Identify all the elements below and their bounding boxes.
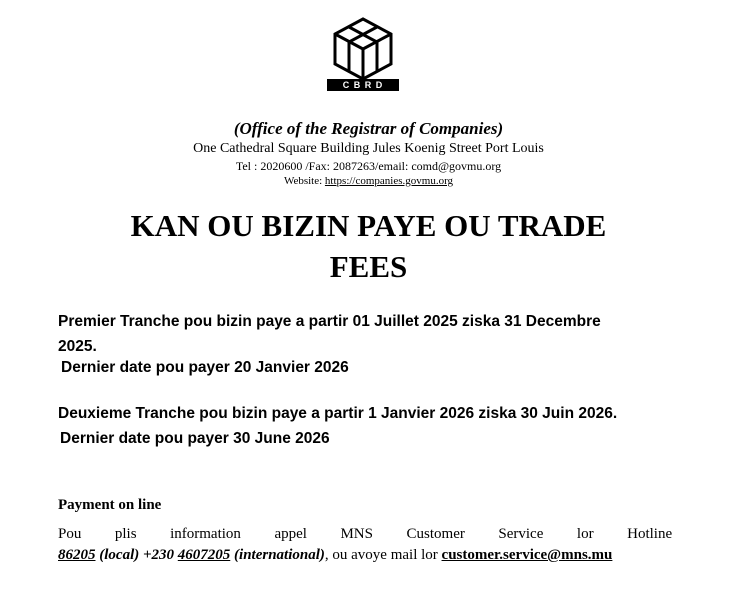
notice-title-line2: FEES — [329, 249, 408, 284]
website-link[interactable]: https://companies.govmu.org — [324, 175, 454, 187]
second-tranche: Deuxieme Tranche pou bizin paye a partir 1 Janvier 2026 ziska 30 Juin 2026. — [58, 405, 618, 422]
local-label: (local) +230 — [95, 547, 178, 563]
office-address: One Cathedral Square Building Jules Koenig Street Port Louis — [193, 141, 544, 156]
cube-emblem-icon — [325, 16, 401, 82]
office-contact: Tel : 2020600 /Fax: 2087263/email: comd@govmu.org — [235, 159, 502, 173]
first-tranche-line1: Premier Tranche pou bizin paye a partir 01 Juillet 2025 ziska 31 Decembre — [58, 313, 601, 330]
notice-title — [0, 205, 737, 287]
payment-heading: Payment on line — [58, 497, 162, 513]
info-word: Pou — [58, 526, 82, 542]
office-website — [0, 175, 737, 187]
local-hotline-number[interactable]: 86205 — [58, 547, 96, 563]
second-deadline: Dernier date pou payer 30 June 2026 — [60, 430, 330, 447]
info-word: information — [170, 526, 241, 542]
info-word: appel — [274, 526, 307, 542]
info-word: plis — [114, 526, 137, 542]
international-hotline-number[interactable]: 4607205 — [177, 547, 231, 563]
info-word: Customer — [406, 526, 465, 542]
customer-service-email[interactable]: customer.service@mns.mu — [441, 547, 613, 563]
mail-text: , ou avoye mail lor — [324, 547, 442, 563]
first-tranche-line2: 2025. — [58, 338, 97, 355]
info-word: Service — [498, 526, 544, 542]
info-word: MNS — [340, 526, 373, 542]
cbrd-letters: C B R D — [327, 79, 399, 91]
office-title: (Office of the Registrar of Companies) — [233, 119, 504, 138]
payment-info-line2 — [58, 547, 612, 564]
first-deadline: Dernier date pou payer 20 Janvier 2026 — [61, 359, 349, 376]
payment-info-line1 — [58, 526, 672, 543]
info-word: lor — [576, 526, 594, 542]
website-label: Website: — [283, 175, 325, 187]
notice-title-line1: KAN OU BIZIN PAYE OU TRADE — [130, 208, 607, 243]
international-label: (international) — [230, 547, 325, 563]
info-word: Hotline — [627, 526, 673, 542]
